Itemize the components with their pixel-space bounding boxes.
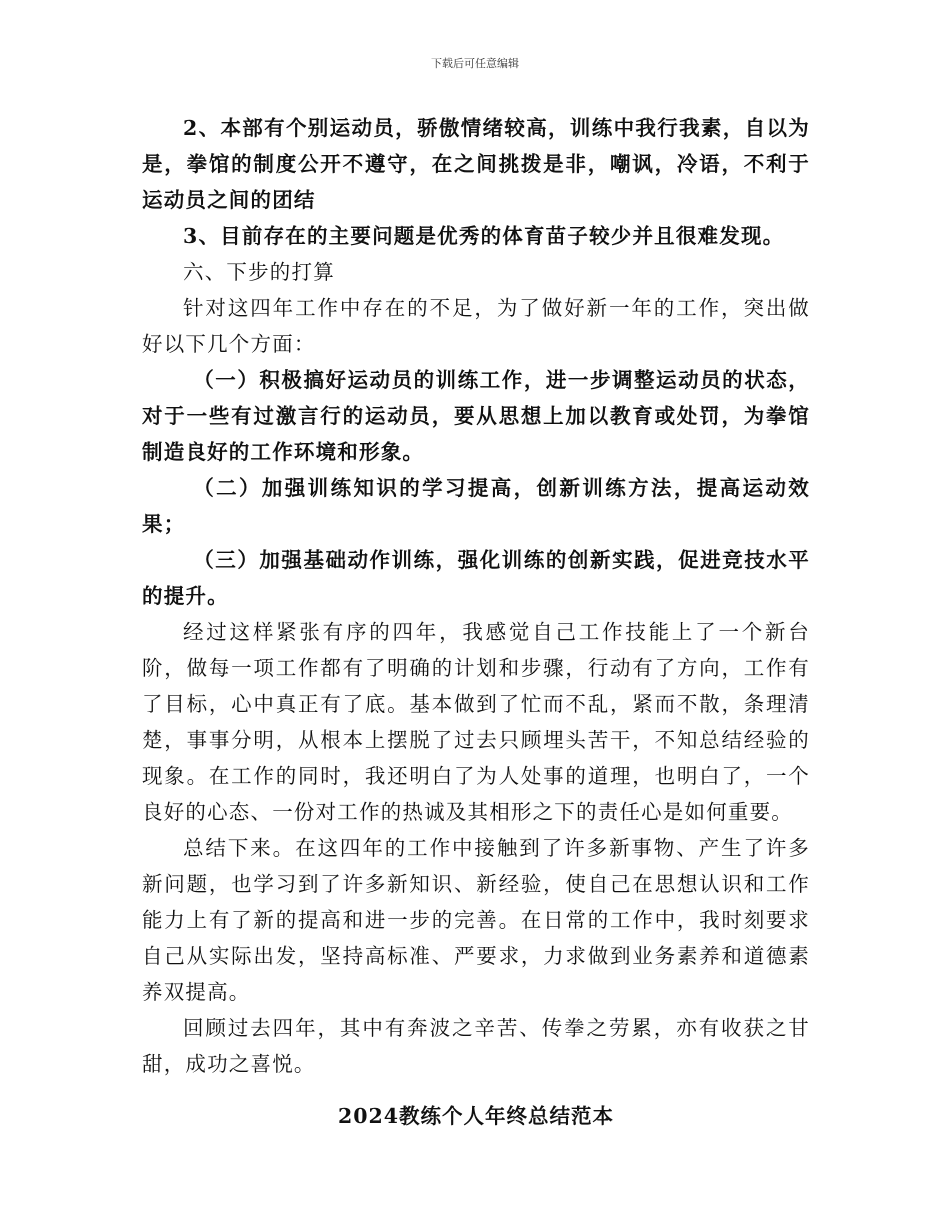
title-spacer — [142, 1082, 810, 1098]
paragraph-plan-2: （二）加强训练知识的学习提高，创新训练方法，提高运动效果； — [142, 476, 810, 536]
document-body — [142, 110, 810, 1134]
paragraph-problem-2: 2、本部有个别运动员，骄傲情绪较高，训练中我行我素，自以为是，拳馆的制度公开不遵守，在之间挑拨是非，嘲讽，冷语，不利于运动员之间的团结 — [142, 116, 810, 212]
paragraph-summary: 总结下来。在这四年的工作中接触到了许多新事物、产生了许多新问题，也学习到了许多新知识、新经验，使自己在思想认识和工作能力上有了新的提高和进一步的完善。在日常的工作中，我时刻要求自己从实际出发，坚持高标准、严要求，力求做到业务素养和道德素养双提高。 — [142, 836, 810, 1004]
document-title: 2024教练个人年终总结范本 — [337, 1104, 615, 1128]
paragraph-plan-3: （三）加强基础动作训练，强化训练的创新实践，促进竞技水平的提升。 — [142, 548, 810, 608]
header-note: 下载后可任意编辑 — [431, 57, 519, 70]
paragraph-problem-3: 3、目前存在的主要问题是优秀的体育苗子较少并且很难发现。 — [183, 224, 785, 248]
paragraph-plan-intro: 针对这四年工作中存在的不足，为了做好新一年的工作，突出做好以下几个方面： — [142, 296, 810, 356]
paragraph-reflection: 经过这样紧张有序的四年，我感觉自己工作技能上了一个新台阶，做每一项工作都有了明确的计划和步骤，行动有了方向，工作有了目标，心中真正有了底。基本做到了忙而不乱，紧而不散，条理清楚，事事分明，从根本上摆脱了过去只顾埋头苦干，不知总结经验的现象。在工作的同时，我还明白了为人处事的道理，也明白了，一个良好的心态、一份对工作的热诚及其相形之下的责任心是如何重要。 — [142, 620, 810, 824]
section-heading-next-plan: 六、下步的打算 — [183, 260, 335, 284]
paragraph-plan-1: （一）积极搞好运动员的训练工作，进一步调整运动员的状态，对于一些有过激言行的运动员，要从思想上加以教育或处罚，为拳馆制造良好的工作环境和形象。 — [142, 368, 810, 464]
paragraph-review: 回顾过去四年，其中有奔波之辛苦、传拳之劳累，亦有收获之甘甜，成功之喜悦。 — [142, 1016, 810, 1076]
